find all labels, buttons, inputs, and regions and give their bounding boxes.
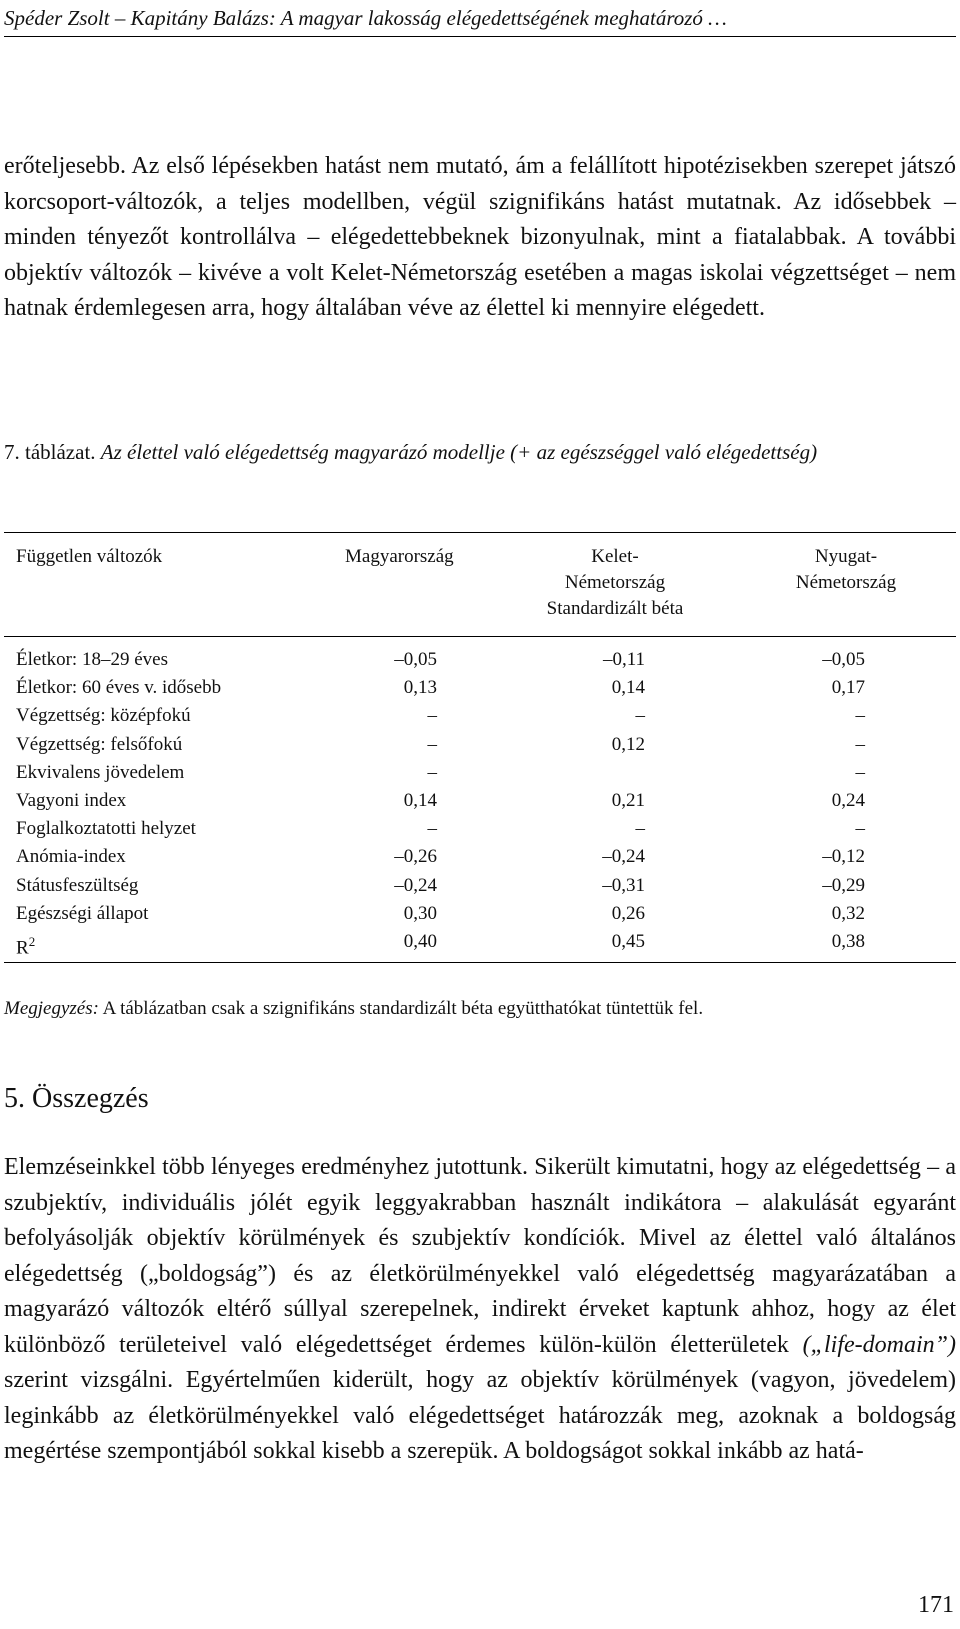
cell-west-germany: – (855, 818, 865, 840)
table-body (0, 646, 960, 959)
running-header: Spéder Zsolt – Kapitány Balázs: A magyar lakosság elégedettségének meghatározó … (4, 4, 956, 37)
cell-west-germany: –0,29 (822, 874, 865, 896)
row-label: Életkor: 18–29 éves (16, 649, 168, 670)
table-bottom-rule (4, 962, 956, 963)
header-hungary: Magyarország (345, 546, 454, 567)
cell-east-germany: –0,24 (602, 846, 645, 868)
table-row (0, 815, 960, 843)
table-row (0, 646, 960, 674)
row-label: Vagyoni index (16, 789, 127, 811)
summary-text-b: szerint vizsgálni. Egyértelműen kiderült, hogy az objektív körülmények (vagyon, jövedelem) leginkább az életkörülményekkel való elégedettséget határozzák meg, azoknak a boldogság megértése szempontjából sokkal kisebb a szerepük. A boldogságot sokkal inkább az hatá- (4, 1367, 956, 1464)
cell-west-germany: 0,32 (831, 902, 865, 924)
table-caption (4, 437, 956, 467)
cell-hungary: 0,40 (403, 930, 437, 952)
table-header-rule (4, 636, 956, 637)
table-row (0, 674, 960, 702)
table-row (0, 731, 960, 759)
section-title: 5. Összegzés (4, 1083, 149, 1114)
summary-paragraph (4, 1150, 956, 1470)
cell-hungary: 0,13 (403, 677, 437, 699)
table-note-label: Megjegyzés: (4, 998, 99, 1019)
row-label: Foglalkoztatotti helyzet (16, 818, 196, 840)
cell-west-germany: 0,24 (831, 789, 865, 811)
cell-west-germany: – (855, 733, 865, 755)
table-note-text: A táblázatban csak a szignifikáns standardizált béta együtthatókat tüntettük fel. (98, 998, 704, 1019)
header-east-germany-label: Kelet- Németország (564, 546, 666, 593)
cell-east-germany: 0,12 (611, 733, 645, 755)
table-caption-label: 7. táblázat. (4, 440, 96, 464)
table-row (0, 759, 960, 787)
cell-east-germany: – (635, 705, 645, 727)
header-variables: Független változók (16, 546, 163, 567)
table-caption-title: Az élettel való elégedettség magyarázó modellje (+ az egészséggel való elégedettség) (100, 440, 818, 464)
row-label (16, 928, 35, 962)
row-label: Státusfeszültség (16, 874, 139, 896)
cell-east-germany: – (635, 818, 645, 840)
cell-east-germany: 0,21 (611, 789, 645, 811)
cell-hungary: –0,24 (394, 874, 437, 896)
row-label: Anómia-index (16, 846, 126, 868)
table-row (0, 900, 960, 928)
cell-east-germany: 0,45 (611, 930, 645, 952)
cell-west-germany: 0,38 (831, 930, 865, 952)
row-label-text: R (16, 937, 29, 959)
cell-hungary: –0,26 (394, 846, 437, 868)
row-label: Egészségi állapot (16, 902, 149, 924)
table-row (0, 787, 960, 815)
table-note (4, 995, 956, 1023)
cell-hungary: – (427, 733, 437, 755)
cell-hungary: 0,14 (403, 789, 437, 811)
table-row (0, 928, 960, 959)
header-west-germany: Nyugat- Németország (795, 546, 897, 593)
cell-east-germany: –0,11 (602, 649, 645, 670)
row-label: Ekvivalens jövedelem (16, 761, 185, 783)
cell-west-germany: –0,05 (822, 649, 865, 670)
summary-text-a: Elemzéseinkkel több lényeges eredményhez jutottunk. Sikerült kimutatni, hogy az elégedettség – a szubjektív, individuális jólét egyik leggyakrabban használt indikátora – alakulását egyaránt befolyásolják objektív körülmények és szubjektív kondíciók. Mivel az élettel való általános elégedettség („boldogság”) és az életkörülményekkel való elégedettség magyarázatában a magyarázó változók eltérő súllyal szerepelnek, indirekt érveket kaptunk ahhoz, hogy az élet különböző területeivel való elégedettséget érdemes külön-külön életterületek (4, 1154, 956, 1358)
row-label: Végzettség: felsőfokú (16, 733, 183, 755)
row-label: Életkor: 60 éves v. idősebb (16, 677, 222, 699)
summary-text-italic: („life-domain”) (802, 1331, 956, 1358)
cell-east-germany: 0,14 (611, 677, 645, 699)
cell-hungary: – (427, 705, 437, 727)
cell-hungary: 0,30 (403, 902, 437, 924)
cell-east-germany: 0,26 (611, 902, 645, 924)
header-std-beta: Standardizált béta (546, 598, 684, 619)
cell-west-germany: – (855, 705, 865, 727)
cell-hungary: –0,05 (394, 649, 437, 670)
table-row (0, 843, 960, 871)
intro-paragraph: erőteljesebb. Az első lépésekben hatást nem mutató, ám a felállított hipotézisekben szerepet játszó korcsoport-változók, a teljes modellben, végül szignifikáns hatást mutatnak. Az idősebbek – minden tényezőt kontrollálva – elégedettebbeknek bizonyulnak, mint a fiatalabbak. A további objektív változók – kivéve a volt Kelet-Németország esetében a magas iskolai végzettséget – nem hatnak érdemlegesen arra, hogy általában véve az élettel ki mennyire elégedett. (4, 153, 956, 321)
cell-hungary: – (427, 818, 437, 840)
table-row (0, 702, 960, 730)
cell-west-germany: 0,17 (831, 677, 865, 699)
table-row (0, 872, 960, 900)
page-number: 171 (918, 1592, 954, 1618)
header-east-germany (540, 544, 690, 622)
table-top-rule (4, 532, 956, 533)
cell-east-germany: –0,31 (602, 874, 645, 896)
cell-west-germany: –0,12 (822, 846, 865, 868)
row-label: Végzettség: középfokú (16, 705, 191, 727)
row-label-superscript: 2 (28, 933, 36, 949)
cell-hungary: – (427, 761, 437, 783)
cell-west-germany: – (855, 761, 865, 783)
